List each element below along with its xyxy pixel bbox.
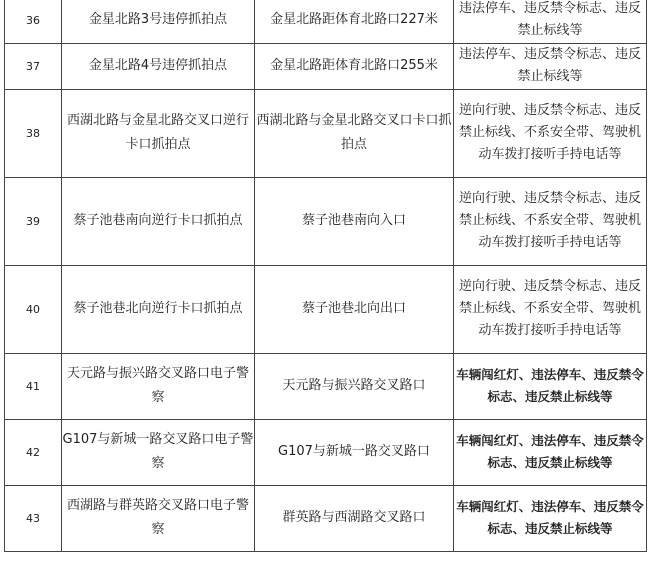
table-row (5, 353, 647, 419)
enforcement-points-table (4, 0, 647, 552)
violation-types: 逆向行驶、违反禁令标志、违反禁止标线、不系安全带、驾驶机动车拨打接听手持电话等 (454, 89, 647, 177)
table-row (5, 177, 647, 265)
row-number: 39 (5, 177, 62, 265)
violation-types: 逆向行驶、违反禁令标志、违反禁止标线、不系安全带、驾驶机动车拨打接听手持电话等 (454, 265, 647, 353)
row-number: 37 (5, 43, 62, 89)
table-row (5, 43, 647, 89)
point-location: 蔡子池巷北向出口 (255, 265, 454, 353)
point-name: 天元路与振兴路交叉路口电子警察 (62, 353, 255, 419)
violation-types: 违法停车、违反禁令标志、违反禁止标线等 (454, 43, 647, 89)
row-number: 42 (5, 419, 62, 485)
table-row (5, 265, 647, 353)
point-name: 金星北路3号违停抓拍点 (62, 0, 255, 43)
point-name: 西湖路与群英路交叉路口电子警察 (62, 485, 255, 551)
point-location: 群英路与西湖路交叉路口 (255, 485, 454, 551)
table-row (5, 485, 647, 551)
table-row (5, 419, 647, 485)
point-name: 蔡子池巷南向逆行卡口抓拍点 (62, 177, 255, 265)
point-location: 天元路与振兴路交叉路口 (255, 353, 454, 419)
row-number: 43 (5, 485, 62, 551)
point-location: 金星北路距体育北路口255米 (255, 43, 454, 89)
row-number: 36 (5, 0, 62, 43)
row-number: 41 (5, 353, 62, 419)
row-number: 38 (5, 89, 62, 177)
point-location: 蔡子池巷南向入口 (255, 177, 454, 265)
point-name: 蔡子池巷北向逆行卡口抓拍点 (62, 265, 255, 353)
point-location: 西湖北路与金星北路交叉口卡口抓拍点 (255, 89, 454, 177)
violation-types: 车辆闯红灯、违法停车、违反禁令标志、违反禁止标线等 (454, 419, 647, 485)
violation-types: 逆向行驶、违反禁令标志、违反禁止标线、不系安全带、驾驶机动车拨打接听手持电话等 (454, 177, 647, 265)
violation-types: 车辆闯红灯、违法停车、违反禁令标志、违反禁止标线等 (454, 485, 647, 551)
table-row (5, 89, 647, 177)
violation-types: 违法停车、违反禁令标志、违反禁止标线等 (454, 0, 647, 43)
point-location: G107与新城一路交叉路口 (255, 419, 454, 485)
row-number: 40 (5, 265, 62, 353)
point-name: G107与新城一路交叉路口电子警察 (62, 419, 255, 485)
point-name: 西湖北路与金星北路交叉口逆行卡口抓拍点 (62, 89, 255, 177)
point-location: 金星北路距体育北路口227米 (255, 0, 454, 43)
point-name: 金星北路4号违停抓拍点 (62, 43, 255, 89)
violation-types: 车辆闯红灯、违法停车、违反禁令标志、违反禁止标线等 (454, 353, 647, 419)
table-row (5, 0, 647, 43)
